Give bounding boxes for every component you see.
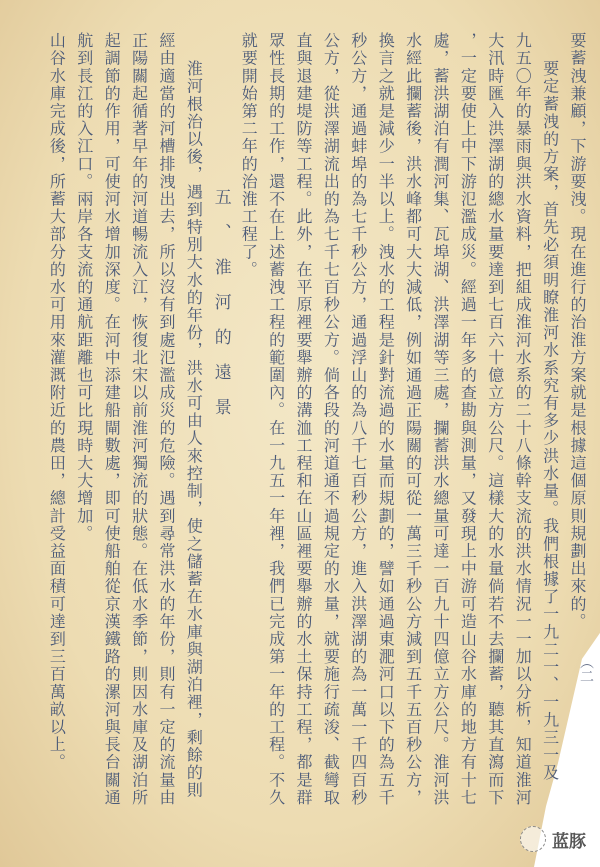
- text-column: 經由適當的河槽排洩出去，所以沒有到處氾濫成災的危險。遇到尋常洪水的年份，則有一定的流量由: [157, 32, 176, 807]
- watermark-logo-icon: [520, 826, 546, 852]
- page-number: （二: [578, 655, 594, 683]
- watermark-label: 蓝豚: [552, 831, 586, 852]
- text-column: 九五〇年的暴雨與洪水資料，把組成淮河水系的二十八條幹支流的洪水情況一一加以分析，知道淮河: [513, 32, 533, 807]
- text-column: 起調節的作用，可使河水增加深度。在河中添建船閘數處，即可使船舶從京漢鐵路的漯河與長台關通: [102, 32, 122, 807]
- section-heading: 五、淮河的遠景: [210, 188, 231, 433]
- text-column: 處，蓄洪湖泊有潤河集、瓦埠湖、洪澤湖等三處，攔蓄洪水總量可達一百九十四億立方公尺。淮河洪: [431, 32, 450, 807]
- text-column: 山谷水庫完成後，所蓄大部分的水可用來灌溉附近的農田，總計受益面積可達到三百萬畝以上。: [47, 32, 67, 772]
- watermark: [520, 826, 586, 852]
- text-column: 航到長江的入江口。兩岸各支流的通航距離也可比現時大大增加。: [74, 32, 94, 543]
- text-column: 水經此攔蓄後，洪水峰都可大大減低，例如通過正陽關的可從一萬三千秒公方減到五千五百秒公方，: [403, 32, 423, 807]
- text-column: 公方，從洪澤湖流出的為七千七百秒公方。倘各段的河道通不過規定的水量，就要施行疏浚、截彎取: [321, 32, 341, 807]
- text-column: 大汛時匯入洪澤湖的總水量要達到七百六十億立方公尺。這樣大的水量倘若不去攔蓄，聽其直瀉而下: [485, 32, 505, 807]
- text-column: 眾性長期的工作，還不在上述蓄洩工程的範圍內。在一九五一年裡，我們已完成第一年的工程。不久: [266, 32, 286, 807]
- text-column: 就要開始第二年的治淮工程了。: [239, 32, 259, 279]
- text-column: 淮河根治以後，遇到特別大水的年份，洪水可由人來控制，使之儲蓄在水庫與湖泊裡，剩餘的則: [184, 60, 204, 800]
- text-column: 換言之就是減少一半以上。洩水的工程是針對流過的水量而規劃的，譬如通過東淝河口以下的為五千: [376, 32, 396, 807]
- text-column: 要蓄洩兼顧，下游要洩。現在進行的治淮方案就是根據這個原則規劃出來的。: [568, 32, 587, 631]
- text-column: ，一定要使上中下游氾濫成災。經過一年多的查勘與測量，又發現上中游可造山谷水庫的地方有十七: [458, 32, 478, 807]
- text-column: 直與退建堤防等工程。此外，在平原裡要舉辦的溝洫工程和在山區裡要舉辦的水土保持工程，都是群: [294, 32, 313, 807]
- text-column: 要定蓄洩的方案，首先必須明瞭淮河水系究有多少洪水量。我們根據了一九二一、一九三一及: [540, 60, 560, 782]
- text-column: 正陽關起循著早年的河道暢流入江，恢復北宋以前淮河獨流的狀態。在低水季節，則因水庫及湖泊所: [129, 32, 149, 807]
- text-column: 秒公方，通過蚌埠的為七千秒公方，通過浮山的為八千七百秒公方，進入洪澤湖的為一萬一千四百秒: [348, 32, 368, 807]
